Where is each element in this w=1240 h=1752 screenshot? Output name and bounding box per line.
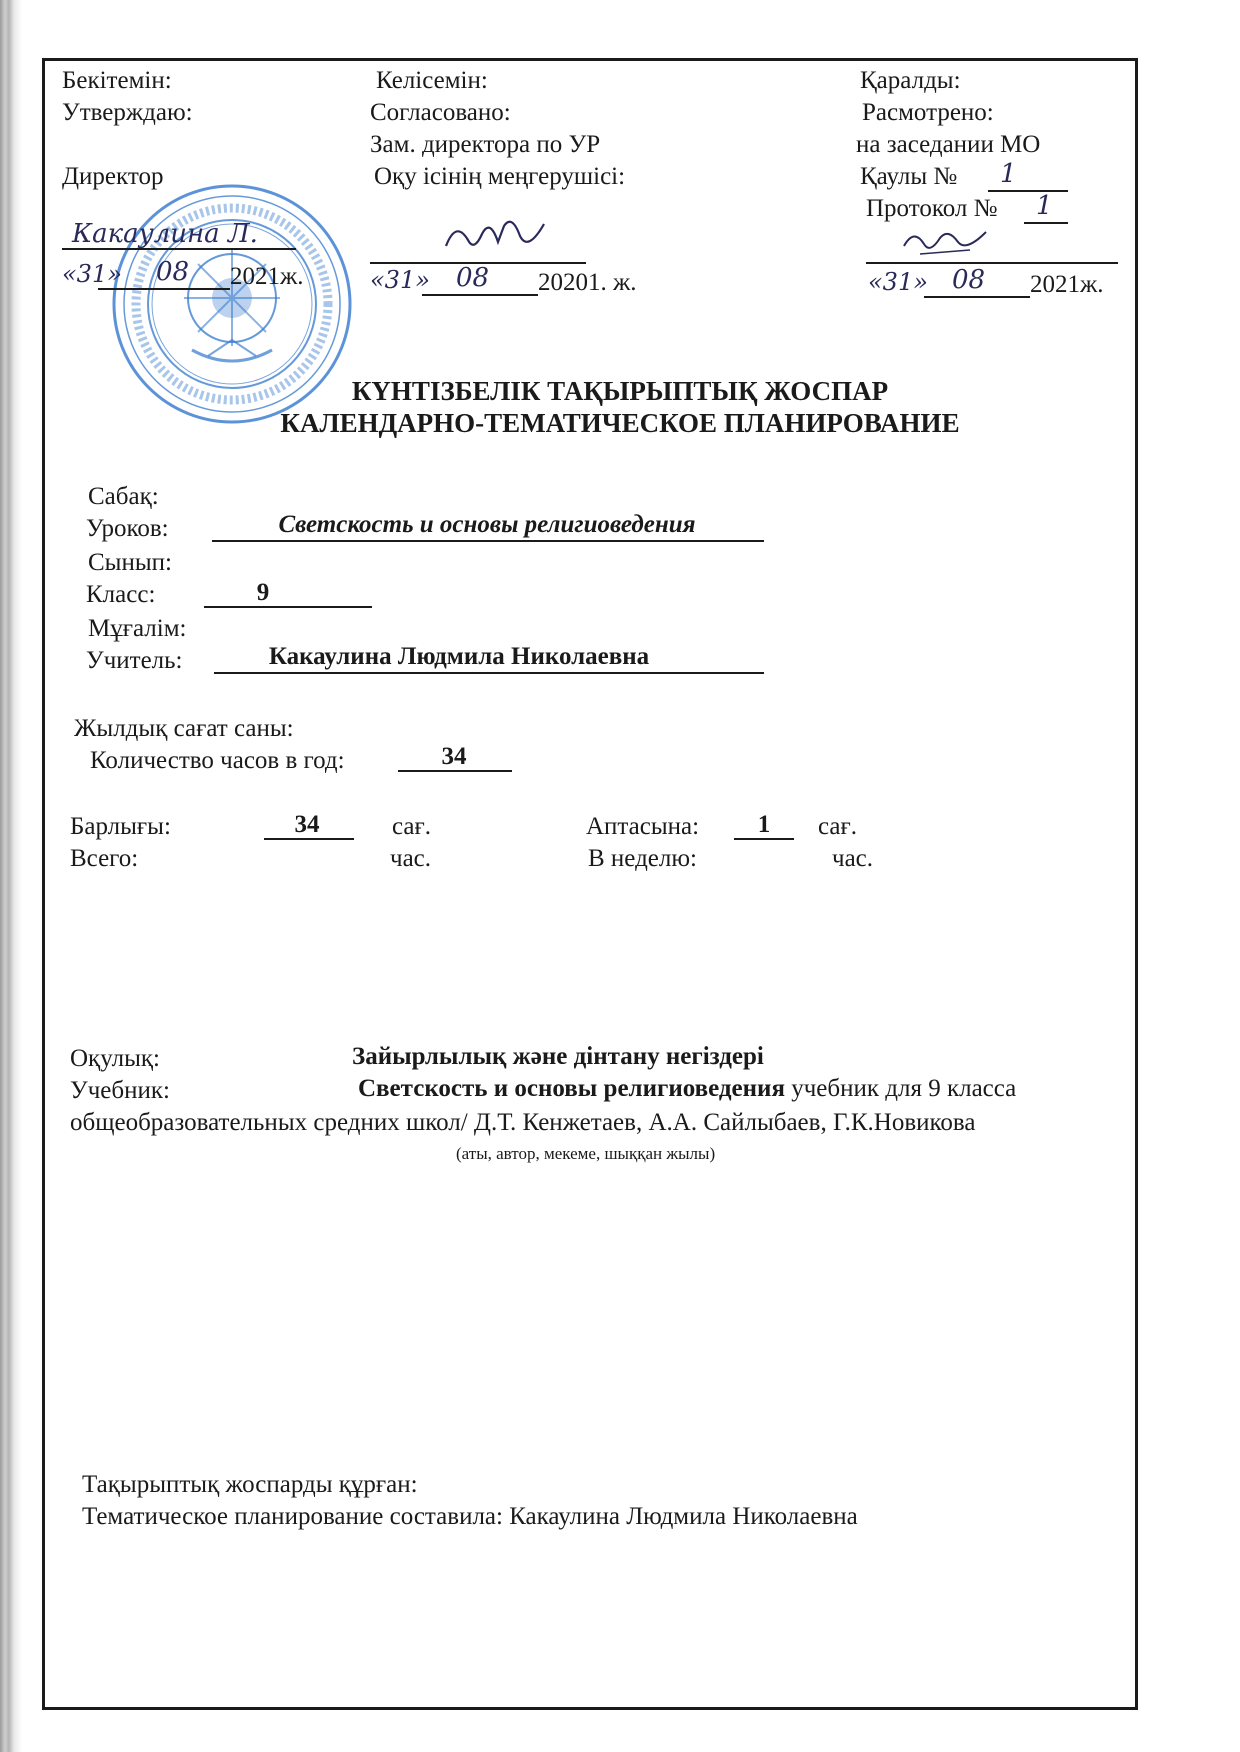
- date-year-right: 2021ж.: [1030, 271, 1104, 298]
- date-underline-left: [98, 288, 230, 290]
- teacher-label-kz: Мұғалім:: [88, 615, 187, 642]
- week-label-kz: Аптасына:: [586, 813, 700, 840]
- subject-underline: [212, 540, 764, 542]
- resolution-number-label: Қаулы №: [860, 163, 958, 190]
- total-value: 34: [294, 811, 320, 838]
- deputy-director-label: Зам. директора по УР: [370, 131, 601, 158]
- week-underline: [734, 838, 794, 840]
- director-signature: Какаулина Л.: [72, 219, 258, 249]
- teacher-value: Какаулина Людмила Николаевна: [268, 643, 650, 670]
- total-unit-kz: сағ.: [392, 813, 432, 840]
- approve-label-kz: Бекітемін:: [62, 67, 172, 94]
- class-label-ru: Класс:: [86, 581, 156, 608]
- director-label: Директор: [62, 163, 164, 190]
- agreed-label-ru: Согласовано:: [370, 99, 511, 126]
- textbook-label-ru: Учебник:: [70, 1077, 170, 1104]
- reviewed-label-ru: Расмотрено:: [862, 99, 994, 126]
- reviewer-signature: [900, 222, 990, 260]
- week-unit-kz: сағ.: [818, 813, 858, 840]
- reviewed-label-kz: Қаралды:: [860, 67, 961, 94]
- hours-label-ru: Количество часов в год:: [90, 747, 345, 774]
- resolution-number-value: 1: [1000, 159, 1017, 189]
- textbook-title-ru: [358, 1074, 1016, 1104]
- date-underline-middle: [422, 294, 538, 296]
- subject-label-kz: Сабақ:: [88, 483, 159, 510]
- resolution-number-underline: [988, 190, 1068, 192]
- date-month-right: 08: [952, 265, 986, 295]
- protocol-number-value: 1: [1036, 191, 1053, 221]
- textbook-title-ru-bold: Светскость и основы религиоведения: [358, 1075, 785, 1102]
- date-month-left: 08: [156, 257, 190, 287]
- protocol-number-label: Протокол №: [866, 195, 998, 222]
- date-underline-right: [924, 296, 1030, 298]
- date-month-middle: 08: [456, 263, 490, 293]
- hours-underline: [398, 770, 512, 772]
- date-year-middle: 20201. ж.: [538, 269, 637, 296]
- title-kz: КҮНТІЗБЕЛІК ТАҚЫРЫПТЫҚ ЖОСПАР: [351, 376, 889, 406]
- date-year-left: 2021ж.: [230, 263, 304, 290]
- signature-line-right: [866, 262, 1118, 264]
- date-day-middle: «31»: [370, 266, 430, 294]
- total-label-ru: Всего:: [70, 845, 139, 872]
- textbook-authors: общеобразовательных средних школ/ Д.Т. Кенжетаев, А.А. Сайлыбаев, Г.К.Новикова: [70, 1109, 976, 1136]
- week-unit-ru: час.: [832, 845, 874, 872]
- date-day-right: «31»: [868, 268, 928, 296]
- approve-label-ru: Утверждаю:: [62, 99, 193, 126]
- total-unit-ru: час.: [390, 845, 432, 872]
- agreed-label-kz: Келісемін:: [376, 67, 488, 94]
- class-value: 9: [256, 579, 270, 606]
- week-label-ru: В неделю:: [588, 845, 697, 872]
- scan-edge: [0, 0, 22, 1752]
- title-ru: КАЛЕНДАРНО-ТЕМАТИЧЕСКОЕ ПЛАНИРОВАНИЕ: [280, 408, 960, 438]
- teacher-label-ru: Учитель:: [86, 647, 183, 674]
- textbook-label-kz: Оқулық:: [70, 1045, 160, 1072]
- author-line-ru: Тематическое планирование составила: Какаулина Людмила Николаевна: [82, 1503, 858, 1530]
- hours-value: 34: [441, 743, 467, 770]
- textbook-caption: (аты, автор, мекеме, шыққан жылы): [456, 1144, 716, 1163]
- protocol-number-underline: [1024, 222, 1068, 224]
- textbook-title-kz: Зайырлылық және дінтану негіздері: [352, 1043, 764, 1070]
- author-label-kz: Тақырыптық жоспарды құрған:: [82, 1471, 418, 1498]
- date-day-left: «31»: [62, 260, 122, 288]
- class-label-kz: Сынып:: [88, 549, 172, 576]
- week-value: 1: [757, 811, 771, 838]
- mo-meeting-label: на заседании МО: [856, 131, 1041, 158]
- deputy-signature: [440, 212, 550, 262]
- textbook-title-ru-rest: учебник для 9 класса: [791, 1075, 1017, 1102]
- hours-label-kz: Жылдық сағат саны:: [74, 715, 294, 742]
- total-label-kz: Барлығы:: [70, 813, 171, 840]
- total-underline: [264, 838, 354, 840]
- teacher-underline: [214, 672, 764, 674]
- signature-line-left: [62, 248, 296, 250]
- subject-value: Светскость и основы религиоведения: [278, 511, 696, 538]
- head-of-studies-label: Оқу ісінің меңгерушісі:: [374, 163, 626, 190]
- subject-label-ru: Уроков:: [86, 515, 169, 542]
- class-underline: [204, 606, 372, 608]
